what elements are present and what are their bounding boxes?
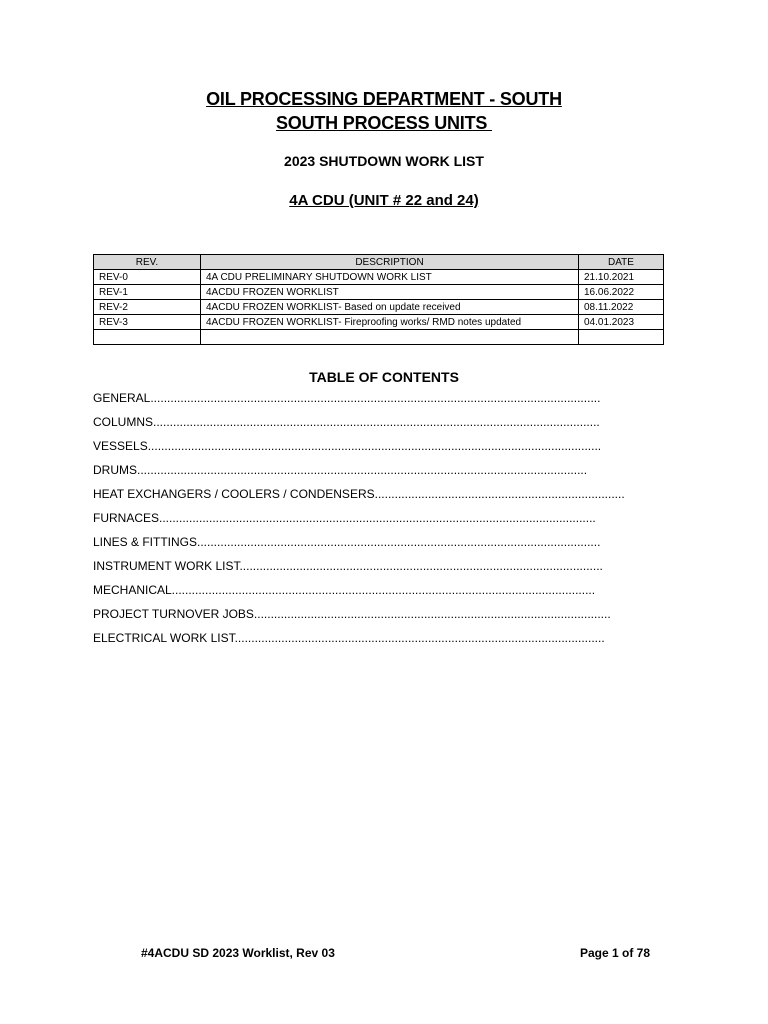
toc-item-vessels[interactable] (93, 438, 688, 462)
toc-link-lines-fittings[interactable]: LINES & FITTINGS......................................................................................................................... (93, 535, 601, 549)
toc-link-vessels[interactable]: VESSELS........................................................................................................................................ (93, 439, 602, 453)
date-cell: 08.11.2022 (579, 300, 664, 315)
column-header-description: DESCRIPTION (201, 255, 579, 270)
toc-heading: TABLE OF CONTENTS (309, 369, 459, 385)
footer-page-number: Page 1 of 78 (580, 946, 651, 960)
revision-table (93, 254, 664, 345)
toc-item-lines-fittings[interactable] (93, 534, 688, 558)
worklist-subtitle: 2023 SHUTDOWN WORK LIST (284, 153, 484, 169)
rev-cell: REV-3 (94, 315, 201, 330)
toc-link-instrument-work-list[interactable]: INSTRUMENT WORK LIST............................................................................................................. (93, 559, 603, 573)
toc-link-heat-exchangers[interactable]: HEAT EXCHANGERS / COOLERS / CONDENSERS........................................................................... (93, 487, 625, 501)
toc-item-columns[interactable] (93, 414, 688, 438)
toc-item-project-turnover-jobs[interactable] (93, 606, 688, 630)
table-row (94, 315, 664, 330)
table-row (94, 300, 664, 315)
date-cell: 04.01.2023 (579, 315, 664, 330)
description-cell: 4ACDU FROZEN WORKLIST- Fireproofing works/ RMD notes updated (201, 315, 579, 330)
toc-item-mechanical[interactable] (93, 582, 688, 606)
toc-link-drums[interactable]: DRUMS....................................................................................................................................... (93, 463, 588, 477)
description-cell (201, 330, 579, 345)
revision-table-header (94, 255, 664, 270)
unit-title: 4A CDU (UNIT # 22 and 24) (289, 192, 479, 209)
column-header-rev: REV. (94, 255, 201, 270)
table-row (94, 330, 664, 345)
date-cell (579, 330, 664, 345)
toc-link-columns[interactable]: COLUMNS...................................................................................................................................... (93, 415, 600, 429)
toc-link-general[interactable]: GENERAL....................................................................................................................................... (93, 391, 601, 405)
rev-cell: REV-1 (94, 285, 201, 300)
process-units-title (0, 113, 768, 134)
toc-link-project-turnover-jobs[interactable]: PROJECT TURNOVER JOBS........................................................................................................... (93, 607, 611, 621)
description-cell: 4ACDU FROZEN WORKLIST- Based on update received (201, 300, 579, 315)
department-title: OIL PROCESSING DEPARTMENT - SOUTH (206, 89, 562, 109)
toc-item-electrical-work-list[interactable] (93, 630, 688, 654)
table-of-contents (93, 390, 688, 654)
toc-link-mechanical[interactable]: MECHANICAL............................................................................................................................... (93, 583, 596, 597)
rev-cell: REV-0 (94, 270, 201, 285)
rev-cell (94, 330, 201, 345)
date-cell: 21.10.2021 (579, 270, 664, 285)
description-cell: 4A CDU PRELIMINARY SHUTDOWN WORK LIST (201, 270, 579, 285)
toc-item-drums[interactable] (93, 462, 688, 486)
rev-cell: REV-2 (94, 300, 201, 315)
toc-item-heat-exchangers[interactable] (93, 486, 688, 510)
toc-item-general[interactable] (93, 390, 688, 414)
toc-link-electrical-work-list[interactable]: ELECTRICAL WORK LIST............................................................................................................... (93, 631, 605, 645)
table-row (94, 285, 664, 300)
toc-link-furnaces[interactable]: FURNACES................................................................................................................................... (93, 511, 596, 525)
description-cell: 4ACDU FROZEN WORKLIST (201, 285, 579, 300)
table-row (94, 270, 664, 285)
toc-item-furnaces[interactable] (93, 510, 688, 534)
date-cell: 16.06.2022 (579, 285, 664, 300)
toc-item-instrument-work-list[interactable] (93, 558, 688, 582)
footer-document-id: #4ACDU SD 2023 Worklist, Rev 03 (141, 946, 335, 960)
process-units-title-text: SOUTH PROCESS UNITS (275, 113, 493, 133)
column-header-date: DATE (579, 255, 664, 270)
